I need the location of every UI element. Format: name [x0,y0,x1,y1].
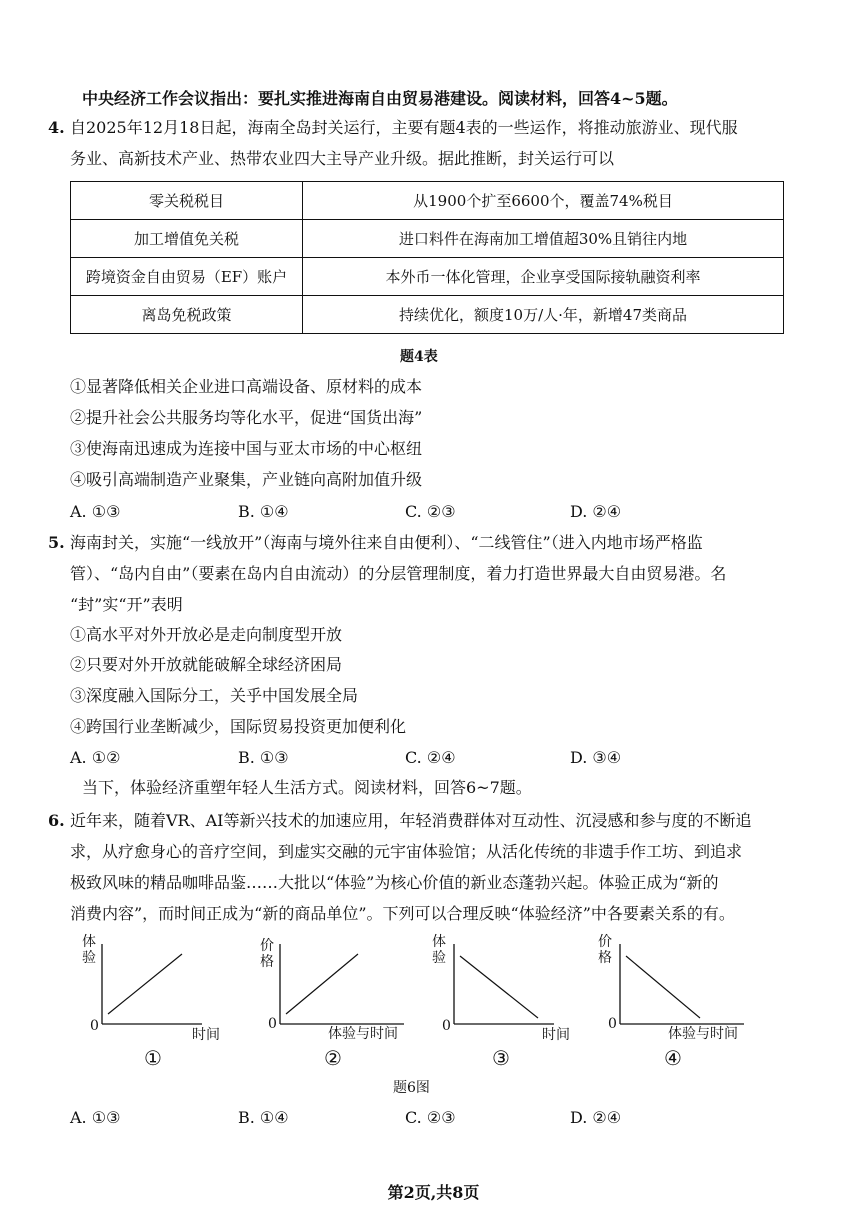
trend-line [108,954,182,1014]
q4-table-caption: 题4表 [400,349,438,365]
q4-table [70,181,784,334]
q6-graph-1 [80,932,230,1070]
table-row [71,296,784,334]
q6-option-a[interactable]: A. ①③ [70,1108,121,1127]
table-row [71,258,784,296]
graph-number: ① [144,1046,162,1070]
graph-y-label: 价格 [260,938,274,970]
q5-option-d[interactable]: D. ③④ [570,748,622,767]
trend-line [460,956,538,1018]
intro-6-7: 当下，体验经济重塑年轻人生活方式。阅读材料，回答6~7题。 [82,778,532,797]
table-row [71,220,784,258]
graph-origin: 0 [608,1016,617,1032]
table-row [71,182,784,220]
q5-item-2: ②只要对外开放就能破解全球经济困局 [70,655,343,674]
page-footer: 第2页,共8页 [387,1183,480,1202]
q6-option-d[interactable]: D. ②④ [570,1108,622,1127]
q4-stem-line1: 自2025年12月18日起，海南全岛封关运行，主要有题4表的一些运作，将推动旅游业、现代服 [70,118,738,137]
q4-option-b[interactable]: B. ①④ [238,502,289,521]
q5-stem-line1: 海南封关，实施“一线放开”（海南与境外往来自由便利）、“二线管住”（进入内地市场严格监 [70,533,703,552]
q6-graph-2 [258,932,408,1070]
q5-item-4: ④跨国行业垄断减少，国际贸易投资更加便利化 [70,717,407,736]
trend-line [286,954,358,1014]
graph-y-label: 体验 [432,934,446,966]
q6-graph-3 [432,932,582,1070]
graph-x-label: 体验与时间 [668,1026,738,1042]
graph-x-label: 时间 [192,1027,220,1043]
q6-stem-line1: 近年来，随着VR、AI等新兴技术的加速应用，年轻消费群体对互动性、沉浸感和参与度的不断追 [70,811,752,830]
graph-x-label: 时间 [542,1027,570,1043]
q5-item-1: ①高水平对外开放必是走向制度型开放 [70,625,343,644]
graph-origin: 0 [90,1018,99,1034]
q5-stem-line2: 管）、“岛内自由”（要素在岛内自由流动）的分层管理制度，着力打造世界最大自由贸易港。名 [70,564,727,583]
q6-option-c[interactable]: C. ②③ [405,1108,456,1127]
q6-number: 6. [48,811,65,830]
table-cell: 离岛免税政策 [71,296,303,334]
graph-number: ④ [664,1046,682,1070]
q4-item-4: ④吸引高端制造产业聚集，产业链向高附加值升级 [70,470,423,489]
graph-origin: 0 [268,1016,277,1032]
q4-item-2: ②提升社会公共服务均等化水平，促进“国货出海” [70,408,423,427]
q5-option-b[interactable]: B. ①③ [238,748,289,767]
q6-stem-line2: 求，从疗愈身心的音疗空间，到虚实交融的元宇宙体验馆；从活化传统的非遗手作工坊、到追求 [70,842,743,861]
graph-number: ③ [492,1046,510,1070]
q5-number: 5. [48,533,65,552]
graph-origin: 0 [442,1018,451,1034]
table-cell: 从1900个扩至6600个，覆盖74%税目 [303,182,784,220]
table-cell: 跨境资金自由贸易（EF）账户 [71,258,303,296]
q5-option-a[interactable]: A. ①② [70,748,121,767]
q6-graph-4 [598,932,748,1070]
q6-stem-line4: 消费内容”，而时间正成为“新的商品单位”。下列可以合理反映“体验经济”中各要素关系的有。 [70,904,735,923]
q5-stem-line3: “封”实“开”表明 [70,595,183,614]
q4-item-3: ③使海南迅速成为连接中国与亚太市场的中心枢纽 [70,439,423,458]
table-cell: 进口料件在海南加工增值超30%且销往内地 [303,220,784,258]
q5-item-3: ③深度融入国际分工，关乎中国发展全局 [70,686,359,705]
graph-axes [258,932,408,1062]
q5-option-c[interactable]: C. ②④ [405,748,456,767]
intro-4-5: 中央经济工作会议指出：要扎实推进海南自由贸易港建设。阅读材料，回答4~5题。 [82,89,678,108]
table-cell: 零关税税目 [71,182,303,220]
graph-x-label: 体验与时间 [328,1026,398,1042]
q4-option-d[interactable]: D. ②④ [570,502,622,521]
q4-number: 4. [48,118,65,137]
q4-stem-line2: 务业、高新技术产业、热带农业四大主导产业升级。据此推断，封关运行可以 [70,149,615,168]
table-cell: 加工增值免关税 [71,220,303,258]
q6-figure-caption: 题6图 [393,1080,430,1096]
graph-axes [598,932,748,1062]
table-cell: 持续优化，额度10万/人·年，新增47类商品 [303,296,784,334]
graph-y-label: 体验 [82,934,96,966]
q6-stem-line3: 极致风味的精品咖啡品鉴……大批以“体验”为核心价值的新业态蓬勃兴起。体验正成为“新的 [70,873,719,892]
graph-number: ② [324,1046,342,1070]
q4-option-a[interactable]: A. ①③ [70,502,121,521]
q4-item-1: ①显著降低相关企业进口高端设备、原材料的成本 [70,377,423,396]
trend-line [626,956,700,1018]
graph-y-label: 价格 [598,934,612,966]
table-cell: 本外币一体化管理，企业享受国际接轨融资利率 [303,258,784,296]
q4-option-c[interactable]: C. ②③ [405,502,456,521]
q6-option-b[interactable]: B. ①④ [238,1108,289,1127]
